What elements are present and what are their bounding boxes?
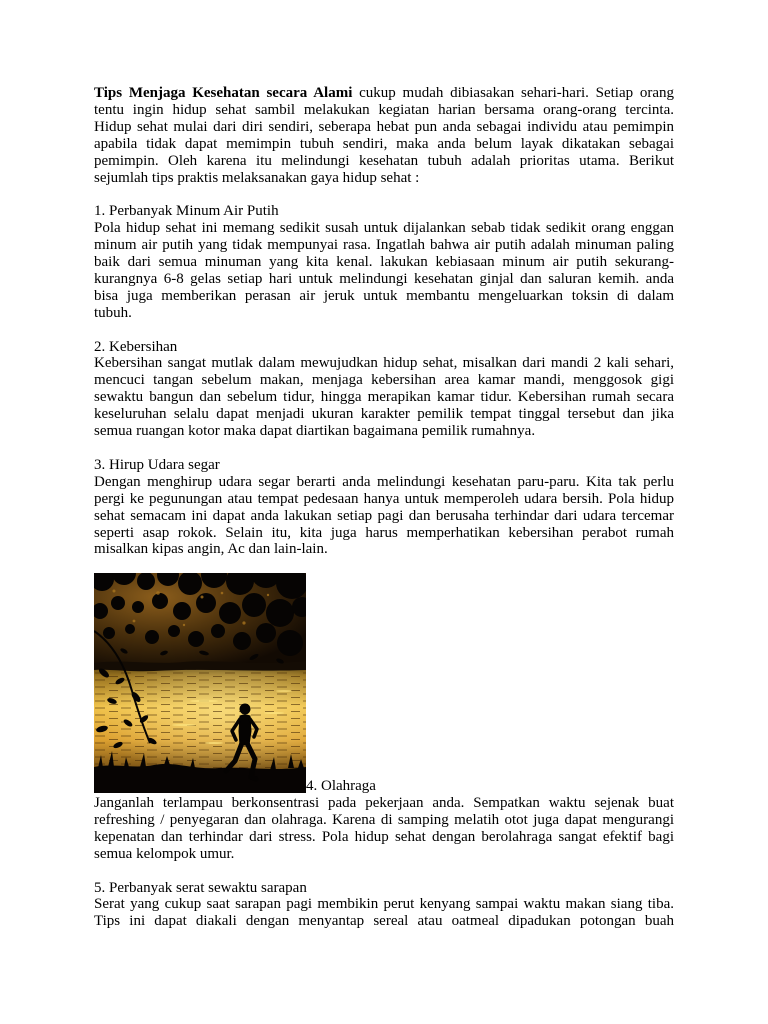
intro-line-text: cukup mudah dibiasakan sehari-hari. Setiap orang xyxy=(359,85,675,101)
paragraph-gap xyxy=(94,440,674,457)
intro-line: pemimpin. Oleh karena itu melindungi kesehatan tubuh adalah prioritas utama. Berikut xyxy=(94,152,674,169)
tip-3-heading: 3. Hirup Udara segar xyxy=(94,456,220,473)
tip-3-line: seperti asap rokok. Selain itu, kita juga harus memperhatikan kebersihan perabot rumah xyxy=(94,524,674,541)
tip-5-heading: 5. Perbanyak serat sewaktu sarapan xyxy=(94,879,307,896)
tip-3-line: pergi ke pegunungan atau tempat pedesaan hanya untuk memperoleh udara bersih. Pola hidup xyxy=(94,490,674,507)
tip-5-line: Serat yang cukup saat sarapan pagi membikin perut kenyang sampai waktu makan siang tiba. xyxy=(94,896,674,913)
tip-1-line: minum air putih yang tidak mempunyai rasa. Ingatlah bahwa air putih adalah minuman paling xyxy=(94,237,674,254)
intro-line: sejumlah tips praktis melaksanakan gaya hidup sehat : xyxy=(94,169,420,186)
tip-1-line: baik dari semua minuman yang kita kenal. lakukan kebiasaan minum air putih sekurang- xyxy=(94,254,674,271)
tip-4-line: Janganlah terlampau berkonsentrasi pada pekerjaan anda. Sempatkan waktu sejenak buat xyxy=(94,795,674,812)
tip-1-heading: 1. Perbanyak Minum Air Putih xyxy=(94,203,279,220)
tip-1-line: tubuh. xyxy=(94,304,132,321)
tip-5-section xyxy=(94,880,674,931)
tip-2-line: mencuci tangan sebelum makan, menjaga kebersihan area kamar mandi, menggosok gigi xyxy=(94,372,674,389)
tip-2-line: sewaktu bangun dan sebelum tidur, hingga merapikan kamar tidur. Kebersihan rumah secara xyxy=(94,389,674,406)
tip-4-line: semua kelompok umur. xyxy=(94,845,235,862)
tip-1-line: Pola hidup sehat ini memang sedikit susah untuk dijalankan sebab tidak sedikit orang enggan xyxy=(94,220,674,237)
paragraph-gap xyxy=(94,322,674,339)
tip-2-line: Kebersihan sangat mutlak dalam mewujudkan hidup sehat, misalkan dari mandi 2 kali sehari, xyxy=(94,355,674,372)
intro-paragraph xyxy=(94,85,674,186)
paragraph-gap xyxy=(94,186,674,203)
tip-4-line: refreshing / penyegaran dan olahraga. Karena di samping melatih otot juga dapat mengurangi xyxy=(94,811,674,828)
tip-4-line: kepenatan dan terhindar dari stress. Pola hidup sehat dengan berolahraga sangat efektif bagi xyxy=(94,828,674,845)
intro-line: tentu ingin hidup sehat sambil melakukan kegiatan harian bersama orang-orang tercinta. xyxy=(94,101,674,118)
tip-1-line: kurangnya 6-8 gelas setiap hari untuk melindungi kesehatan ginjal dan saluran kemih. anda xyxy=(94,270,674,287)
tip-2-line: semua ruangan kotor maka dapat diartikan bagaimana pemilik rumahnya. xyxy=(94,423,536,440)
figure-row xyxy=(94,573,674,795)
paragraph-gap xyxy=(94,863,674,880)
intro-line xyxy=(94,85,674,102)
runner-silhouette-photo xyxy=(94,573,306,793)
tip-4-heading: 4. Olahraga xyxy=(306,778,376,795)
tip-3-section xyxy=(94,457,674,558)
tip-3-line: sehat semacam ini dapat anda lakukan setiap pagi dan berusaha terhindar dari udara tercemar xyxy=(94,507,674,524)
tip-3-line: misalkan kipas angin, Ac dan lain-lain. xyxy=(94,541,328,558)
intro-title: Tips Menjaga Kesehatan secara Alami xyxy=(94,85,353,101)
tip-2-heading: 2. Kebersihan xyxy=(94,338,178,355)
intro-line: apabila tidak dapat memimpin tubuh sendiri, maka anda belum layak dikatakan sebagai xyxy=(94,135,674,152)
tip-5-line: Tips ini dapat diakali dengan menyantap sereal atau oatmeal dipadukan potongan buah xyxy=(94,913,674,930)
tip-2-line: keseluruhan selalu dapat menjadi ukuran karakter pemilik tempat tinggal tersebut dan jika xyxy=(94,406,674,423)
tip-4-section xyxy=(94,795,674,863)
intro-line: Hidup sehat mulai dari diri sendiri, seberapa hebat pun anda sebagai individu atau pemimpin xyxy=(94,118,674,135)
document-body xyxy=(94,85,674,930)
tip-3-line: Dengan menghirup udara segar berarti anda melindungi kesehatan paru-paru. Kita tak perlu xyxy=(94,473,674,490)
tip-2-section xyxy=(94,339,674,440)
tip-1-section xyxy=(94,203,674,321)
tip-1-line: bisa juga memberikan perasan air jeruk untuk membantu mengeluarkan toksin di dalam xyxy=(94,287,674,304)
